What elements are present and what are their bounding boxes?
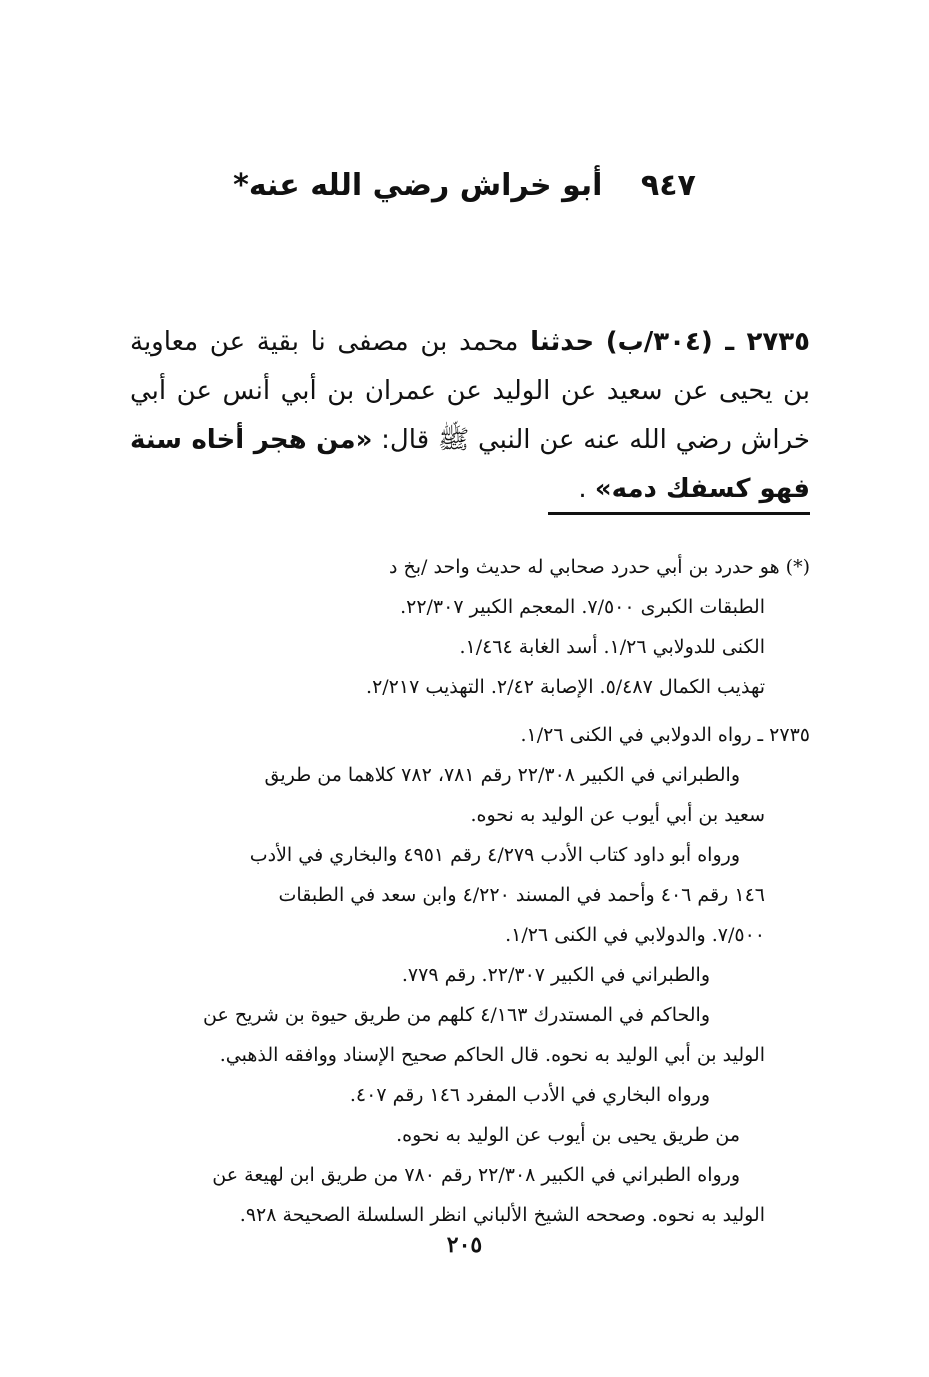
footnote-line: (*) هو حدرد بن أبي حدرد صحابي له حديث واحد /بخ د (389, 556, 810, 578)
footnote-line: ٢٧٣٥ ـ رواه الدولابي في الكنى ١/٢٦. (520, 724, 810, 746)
hadith-quote: «من هجر أخاه سنة فهو كسفك دمه» (130, 425, 810, 504)
footnote-line: من طريق يحيى بن أيوب عن الوليد به نحوه. (396, 1124, 740, 1146)
hadith-body: محمد بن مصفى نا بقية عن معاوية بن يحيى عن سعيد عن الوليد عن عمران بن أبي أنس عن أبي خراش رضي الله عنه عن النبي ﷺ قال: (130, 327, 811, 455)
footnote-line: والحاكم في المستدرك ٤/١٦٣ كلهم من طريق حيوة بن شريح عن (203, 1004, 710, 1026)
footnote-line: ورواه الطبراني في الكبير ٢٢/٣٠٨ رقم ٧٨٠ من طريق ابن لهيعة عن (212, 1164, 740, 1186)
footnote-line: الوليد به نحوه. وصححه الشيخ الألباني انظر السلسلة الصحيحة ٩٢٨. (239, 1204, 765, 1226)
footnote-line: الوليد بن أبي الوليد به نحوه. قال الحاكم صحيح الإسناد ووافقه الذهبي. (219, 1044, 765, 1066)
hadith-end: . (578, 474, 587, 504)
footnote-line: ورواه البخاري في الأدب المفرد ١٤٦ رقم ٤٠٧. (349, 1084, 710, 1106)
chapter-heading (0, 168, 929, 203)
footnote-takhrij (130, 715, 810, 1235)
footnote-line: ورواه أبو داود كتاب الأدب ٤/٢٧٩ رقم ٤٩٥١ والبخاري في الأدب (249, 844, 740, 866)
footnote-divider (548, 512, 810, 515)
chapter-title: أبو خراش رضي الله عنه* (233, 168, 603, 203)
footnote-line: تهذيب الكمال ٥/٤٨٧. الإصابة ٢/٤٢. التهذيب ٢/٢١٧. (366, 676, 765, 698)
footnote-line: ١٤٦ رقم ٤٠٦ وأحمد في المسند ٤/٢٢٠ وابن سعد في الطبقات (278, 884, 765, 906)
footnote-line: الطبقات الكبرى ٧/٥٠٠. المعجم الكبير ٢٢/٣٠٧. (400, 596, 765, 618)
chapter-number: ٩٤٧ (640, 168, 696, 203)
footnote-line: والطبراني في الكبير ٢٢/٣٠٨ رقم ٧٨١، ٧٨٢ كلاهما من طريق (264, 764, 740, 786)
footnote-line: ٧/٥٠٠. والدولابي في الكنى ١/٢٦. (505, 924, 765, 946)
footnote-line: سعيد بن أبي أيوب عن الوليد به نحوه. (470, 804, 765, 826)
page-number: ٢٠٥ (446, 1232, 483, 1258)
footnote-narrator (130, 547, 810, 707)
hadith-text (130, 318, 810, 514)
footnote-line: الكنى للدولابي ١/٢٦. أسد الغابة ١/٤٦٤. (459, 636, 765, 658)
footnote-line: والطبراني في الكبير ٢٢/٣٠٧. رقم ٧٧٩. (401, 964, 710, 986)
hadith-haddathana: حدثنا (530, 327, 595, 357)
hadith-id: ٢٧٣٥ ـ (٣٠٤/ب) (605, 327, 811, 357)
